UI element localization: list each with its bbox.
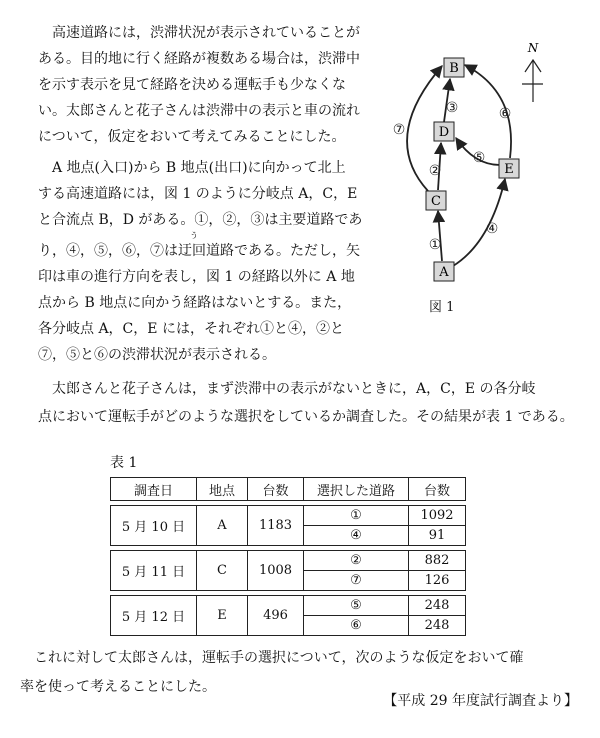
intro-line: について，仮定をおいて考えてみることにした。 [38,129,346,145]
closing-line: これに対して太郎さんは，運転手の選択について，次のような仮定をおいて確 [20,650,524,666]
cell-road-count: 248 [409,616,466,636]
table-row [111,596,466,616]
header-road-count: 台数 [409,478,466,501]
survey-line: 点において運転手がどのような選択をしているか調査した。その結果が表 1 である。 [38,409,574,425]
route-1-line [438,211,442,261]
svg-text:D: D [438,125,450,140]
route-1-label: ① [428,237,442,253]
cell-road-count: 248 [409,596,466,616]
header-count: 台数 [248,478,304,501]
header-point: 地点 [197,478,248,501]
cell-count: 1008 [248,551,304,591]
route-3-label: ③ [445,100,459,116]
node-e [499,159,519,178]
cell-count: 496 [248,596,304,636]
road-network-diagram [380,38,555,288]
route-7-label: ⑦ [392,122,406,138]
ruby-annotation: う [190,231,198,240]
svg-text:A: A [439,265,449,280]
intro-line: ⑦，⑤と⑥の渋滞状況が表示される。 [38,347,276,363]
cell-road: ① [304,506,409,526]
figure-caption: 図 1 [429,300,455,315]
intro-line: い。太郎さんと花子さんは渋滞中の表示と車の流れ [38,103,360,119]
cell-road-count: 91 [409,526,466,546]
cell-road: ② [304,551,409,571]
cell-road-count: 882 [409,551,466,571]
node-c [426,191,446,210]
intro-line: 各分岐点 A，C，E には，それぞれ①と④，②と [38,321,344,337]
source-citation: 【平成 29 年度試行調査より】 [383,693,578,709]
cell-date: 5 月 12 日 [111,596,197,636]
header-date: 調査日 [111,478,197,501]
cell-road: ⑦ [304,571,409,591]
node-d [434,122,454,141]
table-row [111,506,466,526]
cell-count: 1183 [248,506,304,546]
svg-text:N: N [527,41,539,55]
table-row [111,551,466,571]
intro-line: 高速道路には，渋滞状況が表示されていることが [38,25,360,41]
intro-line: り，④，⑤，⑥，⑦は迂回道路である。ただし，矢 [38,243,360,259]
cell-road: ⑤ [304,596,409,616]
svg-text:C: C [431,194,441,209]
table-header-row [111,478,466,501]
north-compass-icon [522,41,543,102]
cell-point: E [197,596,248,636]
route-4-label: ④ [485,221,499,237]
table-caption: 表 1 [110,455,138,471]
cell-road: ⑥ [304,616,409,636]
cell-point: A [197,506,248,546]
cell-road: ④ [304,526,409,546]
svg-text:B: B [449,61,459,76]
node-a [434,262,454,281]
intro-line: A 地点(入口)から B 地点(出口)に向かって北上 [38,160,346,176]
survey-line: 太郎さんと花子さんは，まず渋滞中の表示がないときに，A，C，E の各分岐 [38,381,536,397]
intro-line: する高速道路には，図 1 のように分岐点 A，C，E [38,186,358,202]
cell-date: 5 月 10 日 [111,506,197,546]
intro-line: 印は車の進行方向を表し，図 1 の経路以外に A 地 [38,269,355,285]
intro-line: ある。目的地に行く経路が複数ある場合は，渋滞中 [38,51,360,67]
route-5-label: ⑤ [472,150,486,166]
intro-line: 点から B 地点に向かう経路はないとする。また， [38,295,352,311]
svg-text:E: E [504,162,514,177]
route-2-label: ② [428,163,442,179]
cell-date: 5 月 11 日 [111,551,197,591]
node-b [444,58,464,77]
route-6-label: ⑥ [498,106,512,122]
cell-road-count: 126 [409,571,466,591]
survey-table [110,477,466,636]
cell-road-count: 1092 [409,506,466,526]
header-road: 選択した道路 [304,478,409,501]
closing-line: 率を使って考えることにした。 [20,679,216,695]
cell-point: C [197,551,248,591]
intro-line: と合流点 B，D がある。①，②，③は主要道路であ [38,212,363,228]
intro-line: を示す表示を見て経路を決める運転手も少なくな [38,77,346,93]
